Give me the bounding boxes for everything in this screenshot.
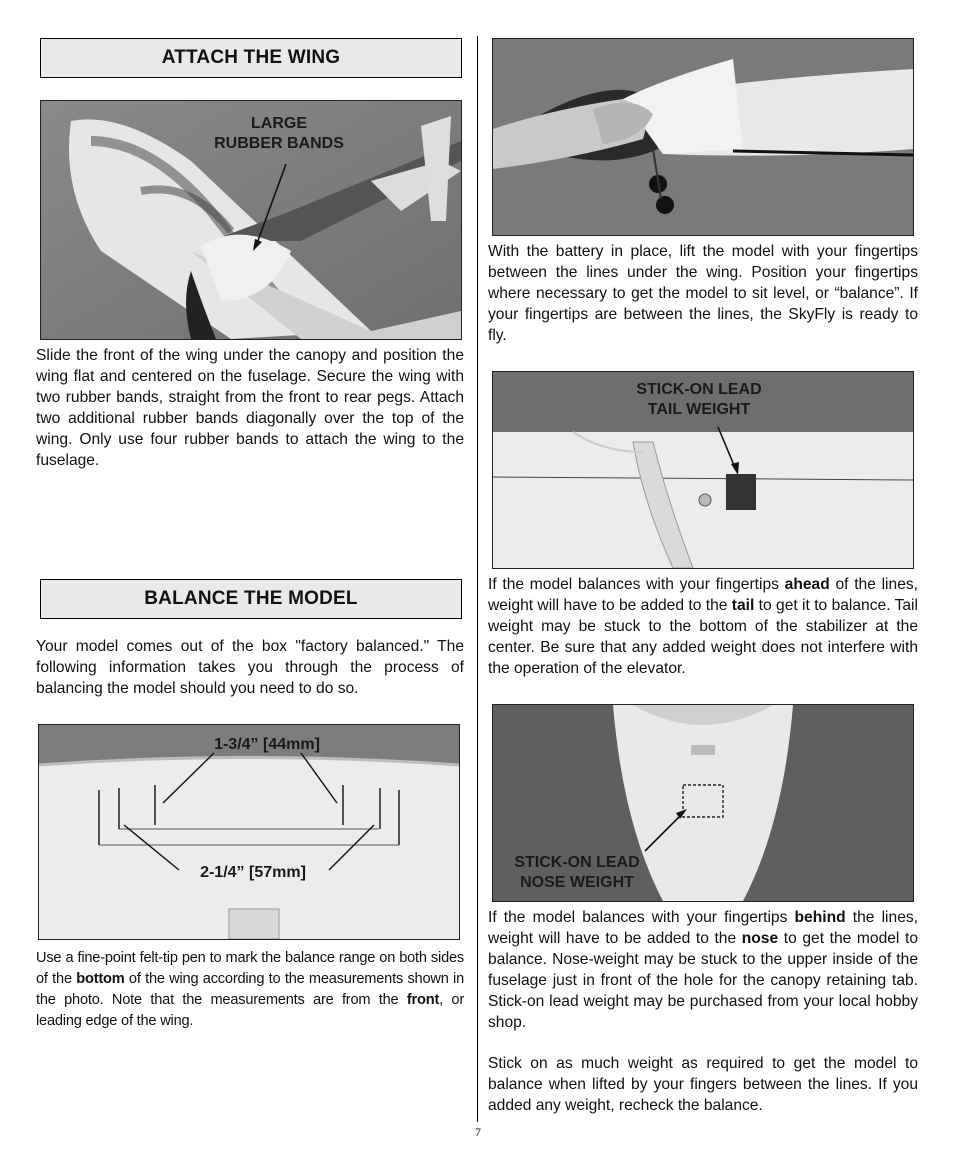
photo2-label-bottom: 2-1/4” [57mm] [200, 864, 306, 881]
balance-model-heading [40, 579, 462, 619]
page-number: 7 [475, 1125, 481, 1139]
attach-wing-paragraph: Slide the front of the wing under the canopy and position the wing flat and centered on the fuselage. Secure the wing with two rubber bands, straight from the front to rear pegs. Attach two additional rubber bands diagonally over the top of the wing. Only use four rubber bands to attach the wing to the fuselage. [36, 347, 464, 469]
ahead-bold-ahead: ahead [784, 576, 830, 593]
behind-bold-nose: nose [741, 930, 779, 947]
photo5-label-line1: STICK-ON LEAD [514, 854, 640, 871]
ahead-bold-tail: tail [731, 597, 755, 614]
attach-wing-heading [40, 38, 462, 78]
column-divider [477, 36, 478, 1122]
ahead-text-2: of the lines, weight will have to be added to the [488, 576, 918, 614]
ahead-text-3: to get it to balance. Tail weight may be stuck to the bottom of the stabilizer at the center. Be sure that any added weight does not interfere with the operation of the elevator. [488, 597, 918, 677]
photo-nose-weight [492, 704, 914, 902]
photo1-label-line1: LARGE [251, 115, 307, 132]
behind-bold-behind: behind [794, 909, 846, 926]
photo1-label-line2: RUBBER BANDS [214, 135, 344, 152]
behind-text-3: to get the model to balance. Nose-weight may be stuck to the upper inside of the fuselage just in front of the hole for the canopy retaining tab. Stick-on lead weight may be purchased from your local hobby shop. [488, 930, 918, 1031]
photo-lifting-model [492, 38, 914, 236]
photo2-label-top: 1-3/4” [44mm] [214, 736, 320, 753]
balance-model-heading-text: BALANCE THE MODEL [144, 588, 358, 609]
balance-intro-paragraph: Your model comes out of the box "factory balanced." The following information takes you through the process of balancing the model should you need to do so. [36, 638, 464, 697]
ahead-paragraph [488, 574, 918, 679]
mark-text-3: , or leading edge of the wing. [36, 992, 464, 1029]
photo4-label-line2: TAIL WEIGHT [647, 401, 751, 418]
photo4-label-line1: STICK-ON LEAD [636, 381, 762, 398]
mark-text-2: of the wing according to the measurements shown in the photo. Note that the measurements are from the [36, 971, 464, 1008]
final-paragraph: Stick on as much weight as required to get the model to balance when lifted by your fingers between the lines. If you added any weight, recheck the balance. [488, 1055, 918, 1114]
photo-balance-measurements [38, 724, 460, 940]
photo-tail-weight [492, 371, 914, 569]
attach-wing-heading-text: ATTACH THE WING [161, 47, 341, 68]
mark-bold-bottom: bottom [76, 971, 125, 987]
ahead-text-1: If the model balances with your fingertips [488, 576, 785, 593]
behind-text-1: If the model balances with your fingertips [488, 909, 795, 926]
mark-balance-paragraph [36, 948, 464, 1032]
photo-wing-rubber-bands [40, 100, 462, 340]
mark-bold-front: front [406, 992, 440, 1008]
mark-text-1: Use a fine-point felt-tip pen to mark the balance range on both sides of the [36, 950, 464, 987]
lift-model-paragraph: With the battery in place, lift the model with your fingertips between the lines under the wing. Position your fingertips where necessary to get the model to sit level, or “balance”. If your fingertips are between the lines, the SkyFly is ready to fly. [488, 243, 918, 344]
behind-paragraph [488, 907, 918, 1033]
photo5-label-line2: NOSE WEIGHT [520, 874, 634, 891]
behind-text-2: the lines, weight will have to be added to the [488, 909, 918, 947]
